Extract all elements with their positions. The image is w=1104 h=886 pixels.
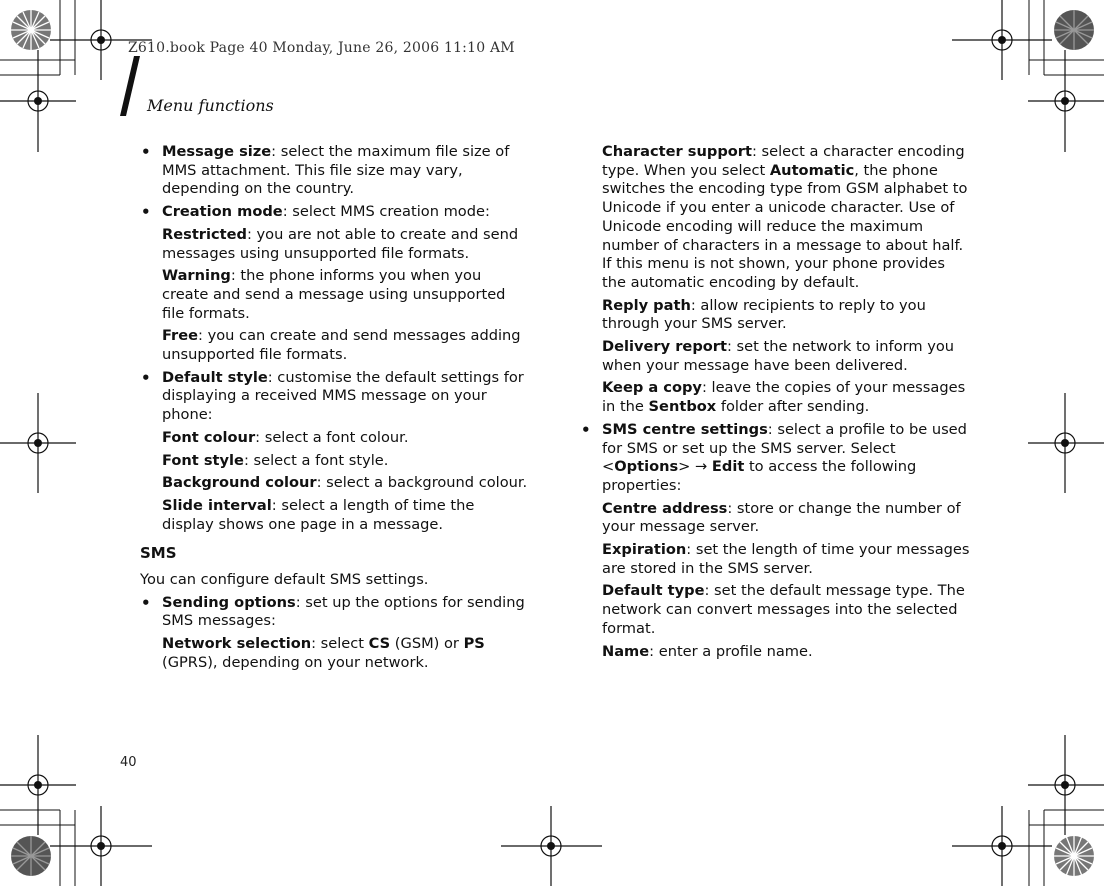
sms-intro: You can configure default SMS settings. bbox=[140, 571, 429, 589]
page-number: 40 bbox=[120, 755, 137, 770]
left-column bbox=[140, 143, 530, 677]
print-header: Z610.book Page 40 Monday, June 26, 2006 11:10 AM bbox=[128, 40, 515, 56]
sub-item: Delivery report: set the network to inform you when your message have been delivered. bbox=[602, 338, 955, 374]
sub-item: Free: you can create and send messages adding unsupported file formats. bbox=[162, 327, 521, 364]
sub-item: Background colour: select a background colour. bbox=[162, 474, 528, 492]
sub-item: Warning: the phone informs you when you create and send a message using unsupported file formats. bbox=[162, 267, 506, 322]
list-item: • Creation mode: select MMS creation mode: bbox=[141, 203, 490, 222]
section-title: Menu functions bbox=[147, 96, 274, 115]
sub-item: Default type: set the default message type. The network can convert messages into the selected format. bbox=[602, 582, 965, 637]
list-item: • SMS centre settings: select a profile to be used for SMS or set up the SMS server. Select <Options> → Edit to access the following properties: bbox=[581, 420, 967, 494]
sub-item: Restricted: you are not able to create and send messages using unsupported file formats. bbox=[162, 225, 519, 262]
sub-item: Font style: select a font style. bbox=[162, 451, 389, 469]
sub-item: Network selection: select CS (GSM) or PS (GPRS), depending on your network. bbox=[162, 635, 485, 671]
list-item: • Default style: customise the default settings for displaying a received MMS message on your phone: bbox=[141, 368, 524, 424]
sub-item: Name: enter a profile name. bbox=[602, 642, 813, 660]
list-item: • Message size: select the maximum file size of MMS attachment. This file size may vary, depending on the country. bbox=[141, 143, 510, 198]
right-column bbox=[580, 143, 970, 665]
sms-heading: SMS bbox=[140, 544, 177, 563]
radial-wheel-icon bbox=[11, 836, 51, 876]
list-item: • Sending options: set up the options for sending SMS messages: bbox=[141, 593, 525, 630]
sub-item: Centre address: store or change the number of your message server. bbox=[602, 499, 961, 536]
sub-item: Character support: select a character encoding type. When you select Automatic, the phone switches the encoding type from GSM alphabet to Unicode if you enter a unicode character. Use of Unicode encoding will reduce the maximum number of characters in a message to about half. If this menu is not shown, your phone provides the automatic encoding by default. bbox=[602, 143, 968, 291]
sub-item: Font colour: select a font colour. bbox=[162, 428, 409, 446]
radial-wheel-icon bbox=[1054, 836, 1094, 876]
radial-wheel-icon bbox=[11, 10, 51, 50]
sub-item: Reply path: allow recipients to reply to you through your SMS server. bbox=[602, 296, 926, 333]
sub-item: Expiration: set the length of time your messages are stored in the SMS server. bbox=[602, 541, 970, 577]
sub-item: Keep a copy: leave the copies of your messages in the Sentbox folder after sending. bbox=[602, 379, 966, 416]
sub-item: Slide interval: select a length of time the display shows one page in a message. bbox=[162, 496, 475, 533]
radial-wheel-icon bbox=[1054, 10, 1094, 50]
